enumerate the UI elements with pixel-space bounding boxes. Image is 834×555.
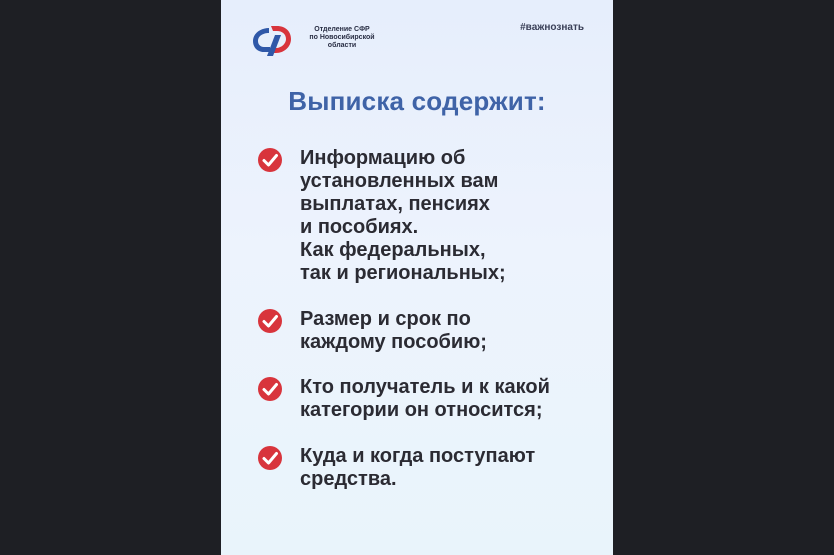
text-line: Информацию об <box>300 147 466 169</box>
check-circle-icon <box>257 308 283 334</box>
headline: Выписка содержит: <box>288 86 546 116</box>
text-line: установленных вам <box>300 170 499 192</box>
organization-name <box>297 26 387 50</box>
check-circle-icon <box>257 147 283 173</box>
org-line: области <box>327 42 357 49</box>
text-line: выплатах, пенсиях <box>300 193 490 215</box>
list-item-text <box>300 147 600 285</box>
text-line: Кто получатель и к какой <box>300 376 550 398</box>
text-line: и пособиях. <box>300 216 419 238</box>
text-line: Размер и срок по <box>300 308 471 330</box>
sfr-logo-icon <box>249 22 295 58</box>
org-line: по Новосибирской <box>309 34 375 41</box>
check-circle-icon <box>257 445 283 471</box>
text-line: Куда и когда поступают <box>300 445 536 467</box>
list-item-text <box>300 445 600 491</box>
text-line: Как федеральных, <box>300 239 486 261</box>
text-line: категории он относится; <box>300 399 543 421</box>
text-line: средства. <box>300 468 397 490</box>
text-line: так и региональных; <box>300 262 506 284</box>
text-line: каждому пособию; <box>300 331 487 353</box>
check-circle-icon <box>257 376 283 402</box>
org-line: Отделение СФР <box>314 26 370 33</box>
info-card <box>221 0 613 555</box>
list-item-text <box>300 308 600 354</box>
list-item-text <box>300 376 600 422</box>
hashtag: #важнознать <box>520 22 584 33</box>
